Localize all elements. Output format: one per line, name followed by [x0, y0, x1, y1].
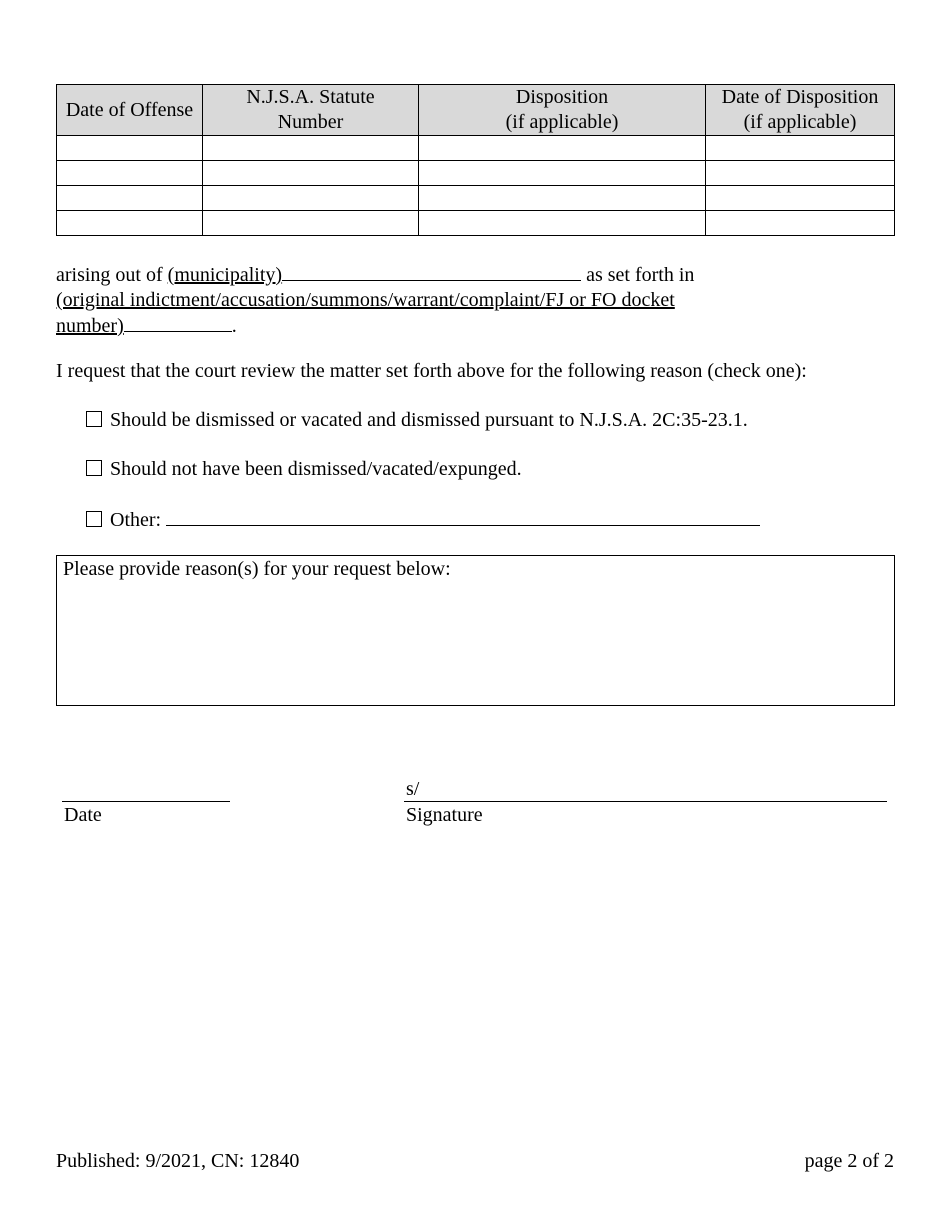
other-reason-field[interactable] [166, 507, 760, 526]
option-dismissed [86, 408, 748, 433]
date-label: Date [64, 804, 102, 826]
docket-period: . [231, 315, 237, 337]
offense-table [56, 84, 895, 236]
cell-date-of-disposition[interactable] [706, 186, 895, 211]
arising-line-3 [56, 313, 237, 339]
checkbox-dismissed[interactable] [86, 411, 102, 427]
cell-date-of-offense[interactable] [57, 161, 203, 186]
footer-page-number: page 2 of 2 [804, 1150, 894, 1172]
cell-date-of-offense[interactable] [57, 136, 203, 161]
cell-statute-number[interactable] [203, 186, 419, 211]
cell-disposition[interactable] [419, 161, 706, 186]
checkbox-not-dismissed[interactable] [86, 460, 102, 476]
option-not-dismissed [86, 457, 522, 482]
cell-statute-number[interactable] [203, 136, 419, 161]
cell-date-of-disposition[interactable] [706, 136, 895, 161]
header-date-of-disposition: Date of Disposition (if applicable) [706, 85, 895, 136]
docket-field[interactable] [124, 313, 232, 332]
table-row [57, 161, 895, 186]
cell-date-of-disposition[interactable] [706, 211, 895, 236]
header-disposition: Disposition (if applicable) [419, 85, 706, 136]
municipality-field[interactable] [282, 262, 581, 281]
cell-date-of-offense[interactable] [57, 186, 203, 211]
cell-disposition[interactable] [419, 186, 706, 211]
option-dismissed-label: Should be dismissed or vacated and dismissed pursuant to N.J.S.A. 2C:35-23.1. [110, 409, 748, 431]
cell-disposition[interactable] [419, 136, 706, 161]
table-row [57, 211, 895, 236]
set-forth-text: as set forth in [586, 264, 695, 286]
docket-label-line1: (original indictment/accusation/summons/warrant/complaint/FJ or FO docket [56, 289, 675, 311]
cell-date-of-offense[interactable] [57, 211, 203, 236]
docket-label-line2: number) [56, 315, 124, 337]
date-field[interactable] [62, 801, 230, 802]
cell-statute-number[interactable] [203, 161, 419, 186]
table-row [57, 136, 895, 161]
arising-line-2 [56, 288, 675, 313]
option-other [86, 507, 760, 533]
checkbox-other[interactable] [86, 511, 102, 527]
footer-published: Published: 9/2021, CN: 12840 [56, 1150, 300, 1172]
option-other-label: Other: [110, 509, 162, 531]
header-statute-number: N.J.S.A. Statute Number [203, 85, 419, 136]
table-header-row [57, 85, 895, 136]
cell-date-of-disposition[interactable] [706, 161, 895, 186]
signature-label: Signature [406, 804, 483, 826]
cell-statute-number[interactable] [203, 211, 419, 236]
option-not-dismissed-label: Should not have been dismissed/vacated/expunged. [110, 458, 522, 480]
table-row [57, 186, 895, 211]
request-text: I request that the court review the matter set forth above for the following reason (check one): [56, 360, 807, 382]
reason-textarea[interactable] [56, 555, 895, 706]
signature-field[interactable] [404, 801, 887, 802]
reason-box-label: Please provide reason(s) for your request below: [63, 558, 451, 580]
municipality-label: (municipality) [167, 264, 283, 286]
cell-disposition[interactable] [419, 211, 706, 236]
signature-prefix: s/ [406, 778, 420, 800]
arising-line-1 [56, 262, 694, 288]
header-date-of-offense: Date of Offense [57, 85, 203, 136]
arising-prefix: arising out of [56, 264, 163, 286]
